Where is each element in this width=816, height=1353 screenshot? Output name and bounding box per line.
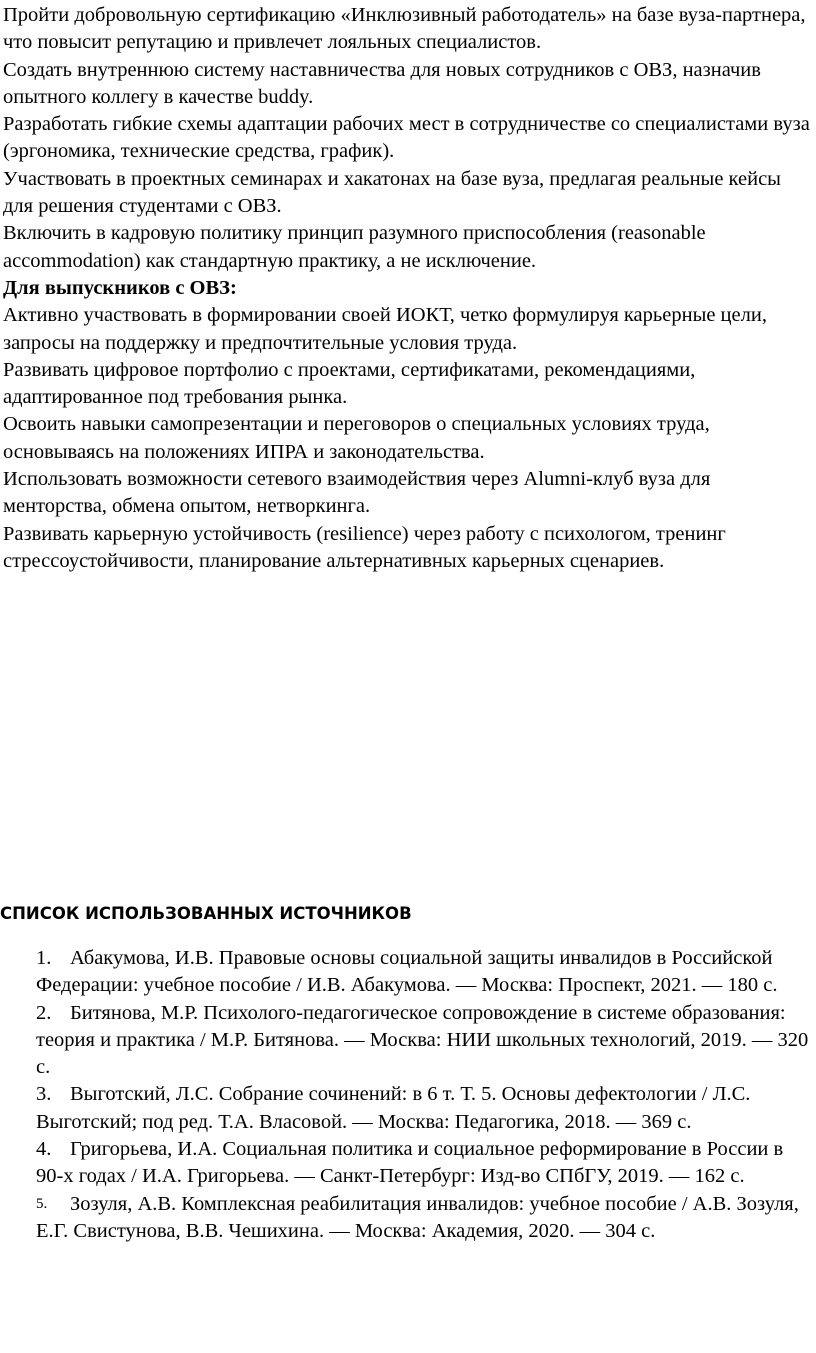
reference-text: Зозуля, А.В. Комплексная реабилитация инвалидов: учебное пособие / А.В. Зозуля, Е.Г. Свистунова, В.В. Чешихина. — Москва: Академия, 2020. — 304 с. — [36, 1192, 799, 1242]
recommendation-paragraph: Разработать гибкие схемы адаптации рабочих мест в сотрудничестве со специалистами вуза (эргономика, технические средства, график). — [3, 113, 810, 163]
recommendation-paragraph: Создать внутреннюю систему наставничества для новых сотрудников с ОВЗ, назначив опытного коллегу в качестве buddy. — [3, 58, 761, 108]
references-title: СПИСОК ИСПОЛЬЗОВАННЫХ ИСТОЧНИКОВ — [0, 904, 412, 923]
recommendation-paragraph: Включить в кадровую политику принцип разумного приспособления (reasonable accommodation) как стандартную практику, а не исключение. — [3, 222, 706, 272]
reference-text: Битянова, М.Р. Психолого-педагогическое сопровождение в системе образования: теория и практика / М.Р. Битянова. — Москва: НИИ школьных технологий, 2019. — 320 с. — [36, 1001, 809, 1079]
recommendation-paragraph: Пройти добровольную сертификацию «Инклюзивный работодатель» на базе вуза-партнера, что повысит репутацию и привлечет лояльных специалистов. — [3, 4, 806, 54]
reference-item — [36, 945, 812, 1000]
graduate-recommendation-paragraph: Освоить навыки самопрезентации и переговоров о специальных условиях труда, основываясь на положениях ИПРА и законодательства. — [3, 413, 710, 463]
reference-number: 3. — [36, 1083, 52, 1106]
graduates-heading: Для выпускников с ОВЗ: — [3, 276, 237, 299]
reference-item — [36, 1136, 812, 1191]
graduate-recommendation-paragraph: Активно участвовать в формировании своей ИОКТ, четко формулируя карьерные цели, запросы на поддержку и предпочтительные условия труда. — [3, 304, 767, 354]
reference-item — [36, 1191, 812, 1246]
recommendations-block — [3, 2, 813, 575]
reference-number: 2. — [36, 1001, 52, 1024]
reference-text: Выготский, Л.С. Собрание сочинений: в 6 т. Т. 5. Основы дефектологии / Л.С. Выготский; под ред. Т.А. Власовой. — Москва: Педагогика, 2018. — 369 с. — [36, 1083, 751, 1133]
reference-text: Абакумова, И.В. Правовые основы социальной защиты инвалидов в Российской Федерации: учебное пособие / И.В. Абакумова. — Москва: Проспект, 2021. — 180 с. — [36, 947, 778, 997]
graduate-recommendation-paragraph: Развивать карьерную устойчивость (resilience) через работу с психологом, тренинг стрессоустойчивости, планирование альтернативных карьерных сценариев. — [3, 522, 726, 572]
graduate-recommendation-paragraph: Развивать цифровое портфолио с проектами, сертификатами, рекомендациями, адаптированное под требования рынка. — [3, 358, 696, 409]
recommendation-paragraph: Участвовать в проектных семинарах и хакатонах на базе вуза, предлагая реальные кейсы для решения студентами с ОВЗ. — [3, 167, 781, 218]
references-list — [36, 945, 812, 1245]
reference-number: 4. — [36, 1138, 52, 1161]
graduate-recommendation-paragraph: Использовать возможности сетевого взаимодействия через Alumni-клуб вуза для менторства, обмена опытом, нетворкинга. — [3, 468, 711, 518]
reference-number: 5. — [36, 1195, 48, 1212]
reference-number: 1. — [36, 947, 52, 969]
reference-text: Григорьева, И.А. Социальная политика и социальное реформирование в России в 90-х годах / И.А. Григорьева. — Санкт-Петербург: Изд-во СПбГУ, 2019. — 162 с. — [36, 1138, 784, 1188]
reference-item — [36, 1081, 812, 1136]
reference-item — [36, 1000, 812, 1082]
